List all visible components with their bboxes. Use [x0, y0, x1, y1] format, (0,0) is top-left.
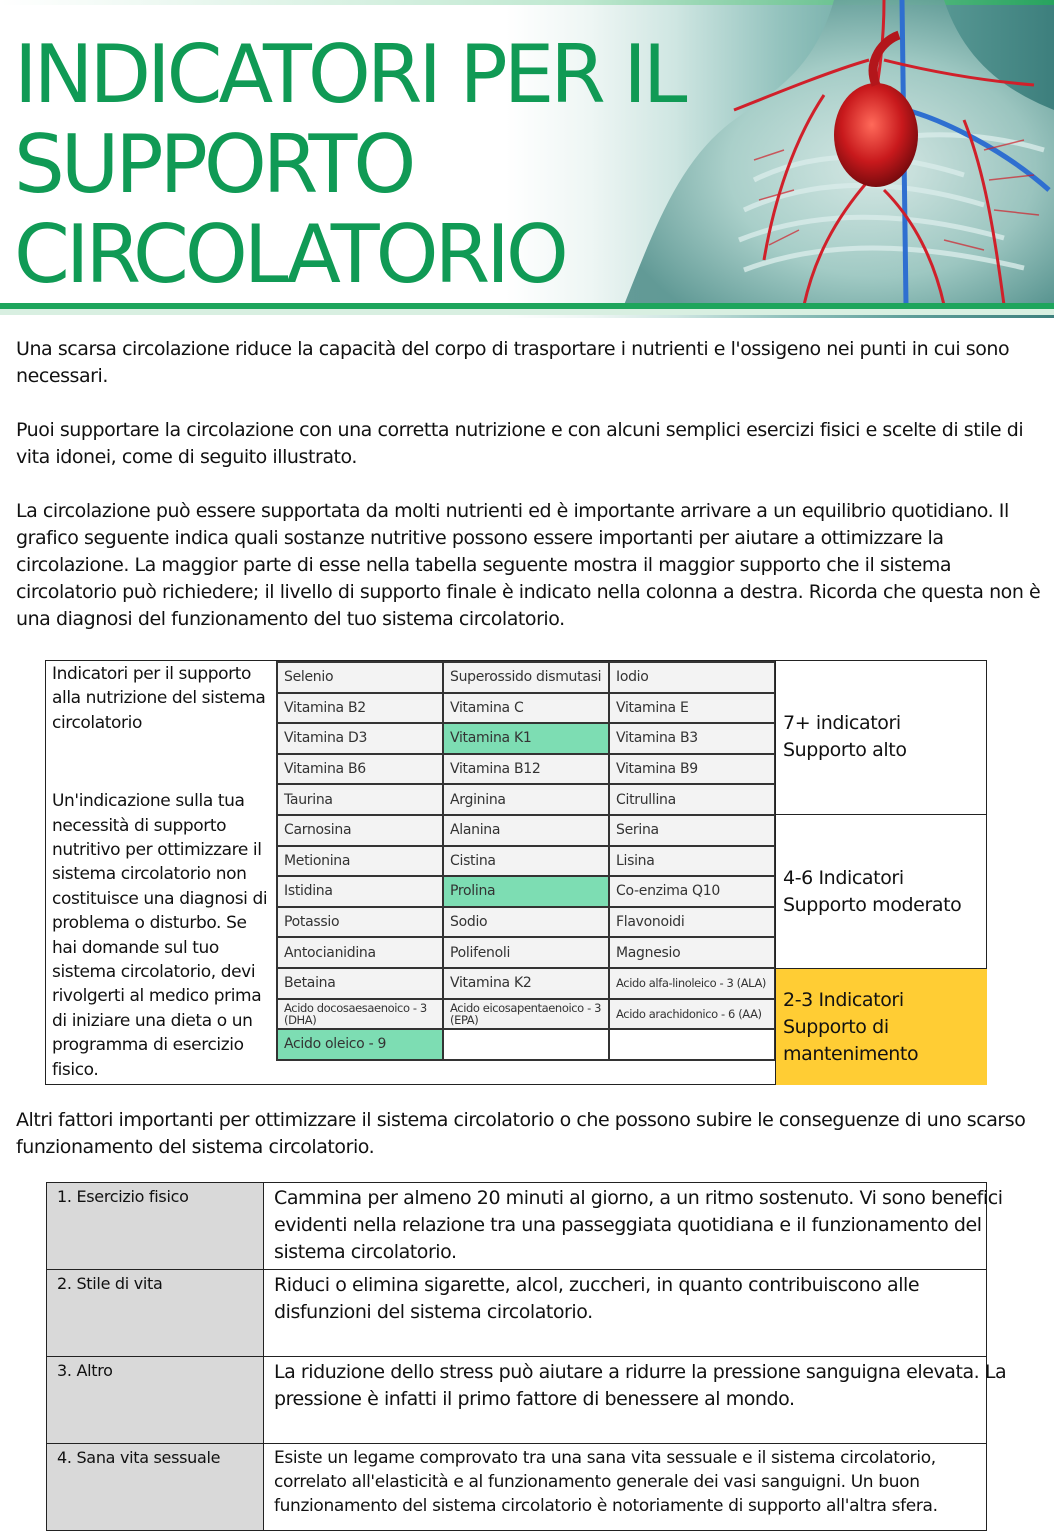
- nutrient-cell: Flavonoidi: [609, 907, 775, 938]
- nutrient-row: [277, 907, 775, 938]
- indicator-heading: Indicatori per il supporto alla nutrizione del sistema circolatorio: [52, 664, 266, 733]
- nutrient-cell: Antocianidina: [277, 937, 443, 968]
- nutrient-row: [277, 968, 775, 999]
- nutrient-row: [277, 846, 775, 877]
- nutrient-cell: Vitamina D3: [277, 723, 443, 754]
- nutrient-row: [277, 662, 775, 693]
- nutrient-cell: Arginina: [443, 784, 609, 815]
- factor-description: La riduzione dello stress può aiutare a ridurre la pressione sanguigna elevata. La pressione è infatti il primo fattore di benessere al mondo.: [264, 1357, 987, 1444]
- nutrient-cell: Acido docosaesaenoico - 3 (DHA): [277, 999, 443, 1030]
- factor-label: 1. Esercizio fisico: [47, 1183, 264, 1270]
- nutrient-cell: Citrullina: [609, 784, 775, 815]
- nutrient-cell: Taurina: [277, 784, 443, 815]
- factor-description: Riduci o elimina sigarette, alcol, zuccheri, in quanto contribuiscono alle disfunzioni del sistema circolatorio.: [264, 1270, 987, 1357]
- factor-row: [47, 1270, 987, 1357]
- nutrient-cell: Potassio: [277, 907, 443, 938]
- factor-row: [47, 1444, 987, 1531]
- intro-paragraph: Una scarsa circolazione riduce la capacità del corpo di trasportare i nutrienti e l'ossigeno nei punti in cui sono necessari.: [16, 338, 1010, 387]
- factor-row: [47, 1183, 987, 1270]
- nutrient-row: [277, 937, 775, 968]
- nutrient-cell: Lisina: [609, 846, 775, 877]
- factors-table: [46, 1182, 1007, 1531]
- factor-label: 2. Stile di vita: [47, 1270, 264, 1357]
- nutrient-cell: Polifenoli: [443, 937, 609, 968]
- legend-moderate-support: 4-6 Indicatori Supporto moderato: [775, 815, 987, 969]
- nutrient-cell: Istidina: [277, 876, 443, 907]
- empty-cell: [443, 1029, 609, 1060]
- nutrient-row: [277, 999, 775, 1030]
- nutrient-cell: Vitamina B3: [609, 723, 775, 754]
- factor-label: 3. Altro: [47, 1357, 264, 1444]
- nutrient-cell: Carnosina: [277, 815, 443, 846]
- intro-paragraph: Puoi supportare la circolazione con una corretta nutrizione e con alcuni semplici esercizi fisici e scelte di stile di vita idonei, come di seguito illustrato.: [16, 419, 1024, 468]
- nutrient-row: [277, 723, 775, 754]
- factor-description: Esiste un legame comprovato tra una sana vita sessuale e il sistema circolatorio, correlato all'elasticità e al funzionamento generale dei vasi sanguigni. Un buon funzionamento del sistema circolatorio è notoriamente di supporto all'altra sfera.: [264, 1444, 987, 1531]
- factor-label: 4. Sana vita sessuale: [47, 1444, 264, 1531]
- intro-paragraph: La circolazione può essere supportata da molti nutrienti ed è importante arrivare a un equilibrio quotidiano. Il grafico seguente indica quali sostanze nutritive possono essere importanti per aiutare a ottimizzare la circolazione. La maggior parte di esse nella tabella seguente mostra il maggior supporto che il sistema circolatorio può richiedere; il livello di supporto finale è indicato nella colonna a destra. Ricorda che questa non è una diagnosi del funzionamento del tuo sistema circolatorio.: [16, 500, 1041, 630]
- header-banner: [0, 0, 1054, 318]
- nutrient-cell: Acido alfa-linoleico - 3 (ALA): [609, 968, 775, 999]
- nutrient-row: [277, 754, 775, 785]
- nutrient-cell: Vitamina B2: [277, 693, 443, 724]
- nutrient-cell: Cistina: [443, 846, 609, 877]
- factors-intro: Altri fattori importanti per ottimizzare il sistema circolatorio o che possono subire le conseguenze di uno scarso funzionamento del sistema circolatorio.: [16, 1109, 1026, 1158]
- empty-cell: [609, 1029, 775, 1060]
- nutrient-row: [277, 1029, 775, 1060]
- nutrient-cell: Sodio: [443, 907, 609, 938]
- nutrient-cell: Vitamina K1: [443, 723, 609, 754]
- nutrient-row: [277, 784, 775, 815]
- nutrient-cell: Magnesio: [609, 937, 775, 968]
- nutrient-cell: Iodio: [609, 662, 775, 693]
- page-title: INDICATORI PER IL SUPPORTO CIRCOLATORIO: [14, 28, 684, 301]
- nutrient-row: [277, 815, 775, 846]
- header-light-rule: [0, 309, 1054, 315]
- nutrient-cell: Superossido dismutasi: [443, 662, 609, 693]
- nutrient-cell: Vitamina K2: [443, 968, 609, 999]
- nutrient-cell: Prolina: [443, 876, 609, 907]
- nutrient-cell: Alanina: [443, 815, 609, 846]
- indicator-disclaimer: Un'indicazione sulla tua necessità di supporto nutritivo per ottimizzare il sistema circolatorio non costituisce una diagnosi di problema o disturbo. Se hai domande sul tuo sistema circolatorio, devi rivolgerti al medico prima di iniziare una dieta o un programma di esercizio fisico.: [52, 791, 268, 1080]
- nutrient-cell: Serina: [609, 815, 775, 846]
- nutrient-cell: Acido eicosapentaenoico - 3 (EPA): [443, 999, 609, 1030]
- intro-text: [16, 336, 1041, 660]
- nutrient-cell: Vitamina C: [443, 693, 609, 724]
- indicator-description: [52, 662, 277, 1082]
- nutrient-cell: Metionina: [277, 846, 443, 877]
- nutrient-cell: Acido arachidonico - 6 (AA): [609, 999, 775, 1030]
- nutrient-cell: Acido oleico - 9: [277, 1029, 443, 1060]
- nutrient-row: [277, 876, 775, 907]
- factor-description: Cammina per almeno 20 minuti al giorno, a un ritmo sostenuto. Vi sono benefici evidenti nella relazione tra una passeggiata quotidiana e il funzionamento del sistema circolatorio.: [264, 1183, 987, 1270]
- legend-maintenance-support: 2-3 Indicatori Supporto di mantenimento: [775, 969, 987, 1085]
- nutrient-row: [277, 693, 775, 724]
- factor-row: [47, 1357, 987, 1444]
- nutrient-cell: Betaina: [277, 968, 443, 999]
- legend-high-support: 7+ indicatori Supporto alto: [775, 660, 987, 815]
- nutrient-cell: Co-enzima Q10: [609, 876, 775, 907]
- nutrient-grid: [276, 661, 776, 1061]
- nutrient-cell: Vitamina B12: [443, 754, 609, 785]
- nutrient-cell: Selenio: [277, 662, 443, 693]
- nutrient-cell: Vitamina B9: [609, 754, 775, 785]
- nutrient-cell: Vitamina E: [609, 693, 775, 724]
- nutrient-cell: Vitamina B6: [277, 754, 443, 785]
